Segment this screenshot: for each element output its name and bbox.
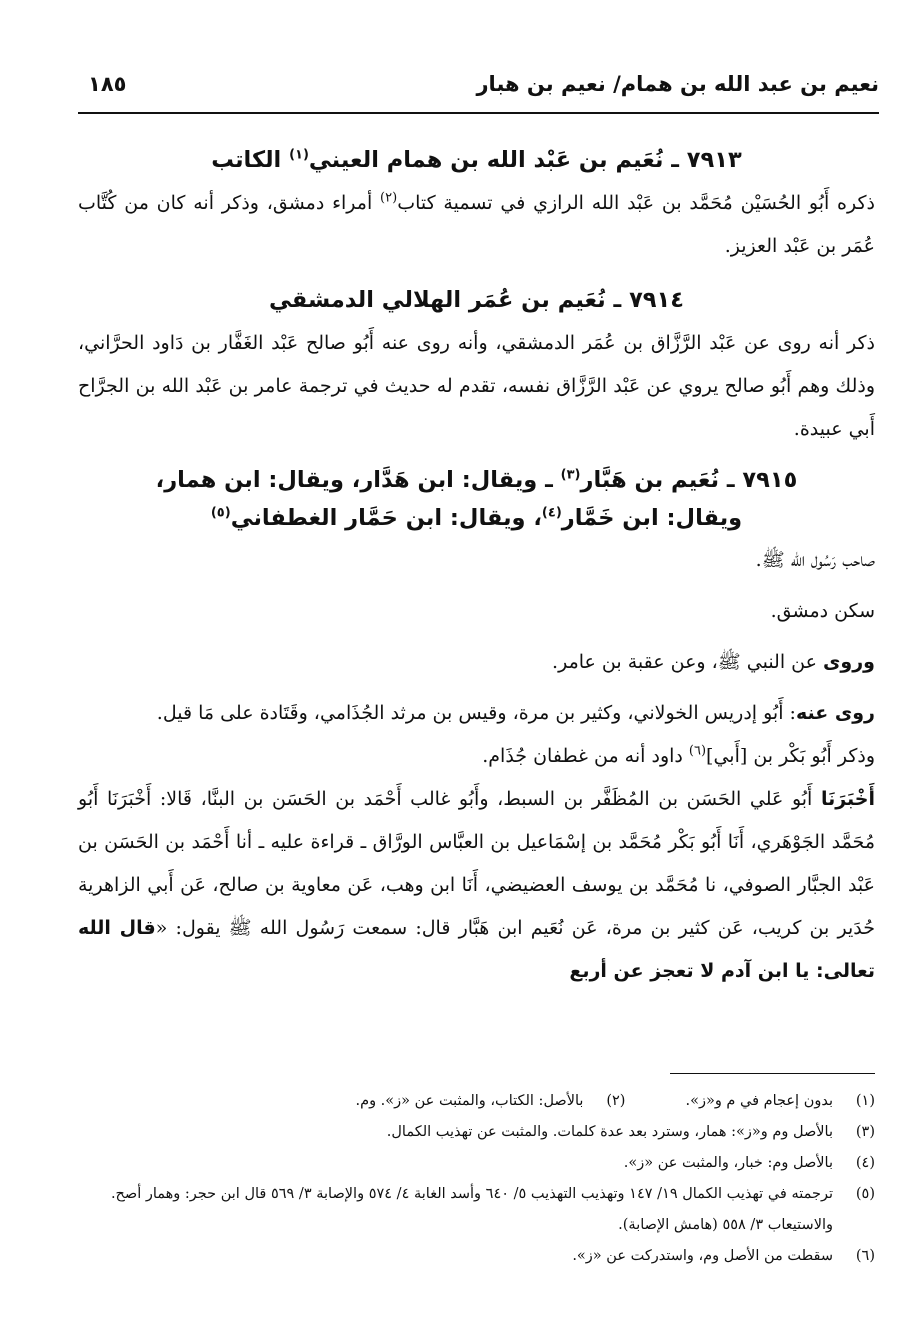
footnote-text: بالأصل وم و«ز»: همار، وسترد بعد عدة كلمات. والمثبت عن تهذيب الكمال. (386, 1124, 833, 1140)
paragraph-text: داود أنه من غطفان جُذَام. (482, 745, 689, 767)
narrated-line (78, 641, 875, 684)
footnote-number: (٤) (855, 1155, 875, 1171)
footnote-ref: (٥) (210, 505, 231, 521)
companion-line: صاحب رَسُول الله ﷺ. (755, 549, 875, 571)
footnote-item (685, 1086, 875, 1117)
isnad-paragraph (78, 778, 875, 993)
footnote-item (78, 1179, 875, 1241)
footnote-text: ترجمته في تهذيب الكمال ١٩/ ١٤٧ وتهذيب التهذيب ٥/ ٦٤٠ وأسد الغابة ٤/ ٥٧٤ والإصابة ٣/ ٥٦٩ قال ابن حجر: وهمار أصح. والاستيعاب ٣/ ٥٥٨ (هامش الإصابة). (110, 1186, 833, 1233)
paragraph-text: ذكره أَبُو الحُسَيْن مُحَمَّد بن عَبْد الله الرازي في تسمية كتاب (397, 192, 876, 214)
isnad-lead: أَخْبَرَنَا (820, 788, 875, 810)
abubakr-line (78, 735, 875, 778)
hadith-quote: قال الله تعالى: يا ابن آدم لا تعجز عن أربع (78, 917, 875, 982)
narrated-lead: وروى (823, 651, 875, 673)
footnote-item (78, 1148, 875, 1179)
footnote-ref: (٤) (541, 505, 562, 521)
paragraph-text: أمراء دمشق، وذكر أنه كان من كُتَّاب عُمَر بن عَبْد العزيز. (78, 192, 875, 257)
footnote-rule (670, 1073, 875, 1074)
entry-title-text: ويقال: ابن خَمَّار (561, 505, 743, 531)
running-header (78, 66, 879, 112)
entry-paragraph: ذكر أنه روى عن عَبْد الرَّزَّاق بن عُمَر الدمشقي، وأنه روى عنه أَبُو صالح عَبْد الغَفَّار بن دَاود الحرَّاني، وذلك وهم أَبُو صالح يروي عن عَبْد الرَّزَّاق نفسه، تقدم له حديث في ترجمة عامر بن عَبْد الله بن الجرَّاح أَبي عبيدة. (78, 332, 875, 440)
footnote-text: بالأصل: الكتاب، والمثبت عن «ز». وم. (355, 1093, 584, 1109)
footnote-text: بدون إعجام في م و«ز». (685, 1093, 833, 1109)
page-number: ١٨٥ (88, 72, 127, 96)
footnote-number: (٥) (855, 1186, 875, 1202)
footnote-ref: (٣) (560, 467, 581, 483)
footnote-number: (٦) (855, 1248, 875, 1264)
footnote-ref: (٢) (380, 190, 398, 206)
footnotes (78, 1086, 875, 1272)
entry-title-text: ـ ويقال: ابن هَدَّار، ويقال: ابن همار، (155, 467, 561, 493)
main-text (78, 140, 875, 993)
footnote-item (78, 1117, 875, 1148)
paragraph-text: وذكر أَبُو بَكْر بن [أَبي] (706, 745, 875, 767)
narrators-lead: روى عنه (795, 702, 875, 724)
footnote-item (78, 1241, 875, 1272)
paragraph-text: : أَبُو إدريس الخولاني، وكثير بن مرة، وقيس بن مرثد الجُذَامي، وقَتَادة على مَا قيل. (156, 702, 796, 724)
footnote-text: سقطت من الأصل وم، واستدركت عن «ز». (572, 1248, 833, 1264)
footnote-number: (١) (855, 1093, 875, 1109)
narrators-paragraph (78, 692, 875, 735)
entry-title-text: ، ويقال: ابن حَمَّار الغطفاني (230, 505, 542, 531)
footnote-ref: (٦) (688, 743, 707, 759)
paragraph-text: أَبُو عَلي الحَسَن بن المُظَفَّر بن السبط، وأَبُو غالب أَحْمَد بن الحَسَن بن البنَّا، قَالا: أَخْبَرَنَا أَبُو مُحَمَّد الجَوْهَري، أَنَا أَبُو بَكْر مُحَمَّد بن إسْمَاعيل بن العبَّاس الورَّاق ـ قراءة عليه ـ أنا أَحْمَد بن الحَسَن بن عَبْد الجبَّار الصوفي، نا مُحَمَّد بن يوسف العضيضي، أَنَا ابن وهب، عَن معاوية بن صالح، عَن أَبي الزاهرية حُدَير بن كريب، عَن كثير بن مرة، عَن نُعَيم ابن هَبَّار قال: سمعت رَسُول الله ﷺ يقول: « (78, 788, 875, 939)
footnote-row (78, 1086, 875, 1117)
entry-title-7915 (78, 461, 875, 537)
residence-line: سكن دمشق. (770, 600, 875, 622)
entry-title-tail: الكاتب (211, 147, 290, 173)
entry-title-line (78, 461, 875, 499)
footnote-number: (٢) (606, 1093, 626, 1109)
entry-title-7914: ٧٩١٤ ـ نُعَيم بن عُمَر الهلالي الدمشقي (268, 287, 684, 313)
footnote-text: بالأصل وم: خبار، والمثبت عن «ز». (623, 1155, 833, 1171)
entry-title-7913 (78, 140, 875, 180)
paragraph-text: عن النبي ﷺ، وعن عقبة بن عامر. (552, 651, 824, 673)
entry-title-text: ٧٩١٥ ـ نُعَيم بن هَبَّار (580, 467, 798, 493)
entry-title-line (78, 499, 875, 537)
header-rule (78, 112, 879, 114)
entry-title-text: ٧٩١٣ ـ نُعَيم بن عَبْد الله بن همام العيني (308, 147, 742, 173)
header-title: نعيم بن عبد الله بن همام/ نعيم بن هبار (476, 72, 879, 96)
footnote-item (355, 1086, 625, 1117)
entry-paragraph (78, 182, 875, 268)
footnote-number: (٣) (855, 1124, 875, 1140)
footnote-ref: (١) (289, 147, 309, 163)
